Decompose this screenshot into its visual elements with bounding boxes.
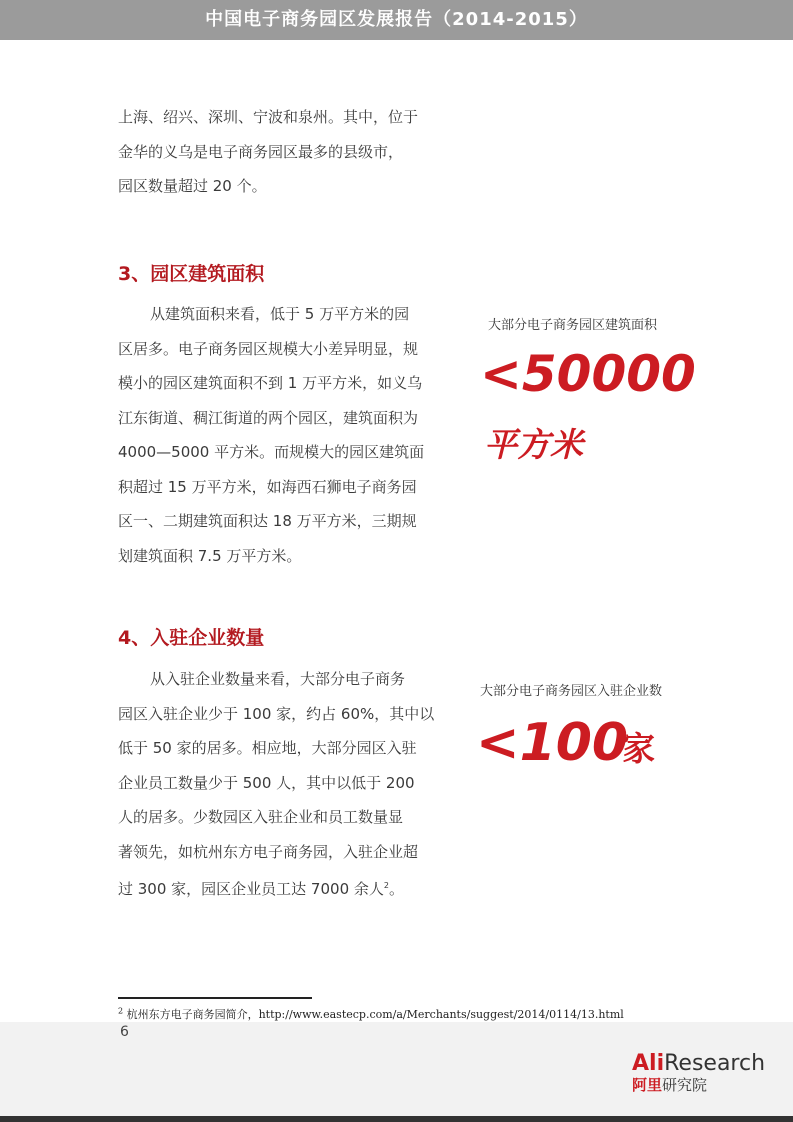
text-line: 江东街道、稠江街道的两个园区，建筑面积为 — [118, 408, 419, 427]
text-line: 区一、二期建筑面积达 18 万平方米，三期规 — [118, 512, 417, 530]
text-line: 低于 50 家的居多。相应地，大部分园区入驻 — [118, 739, 417, 757]
building-area-caption: 大部分电子商务园区建筑面积 — [488, 318, 658, 333]
last-line-text: 过 300 家，园区企业员工达 7000 余人 — [118, 880, 384, 898]
footnote-ref[interactable]: 2 — [383, 881, 389, 890]
footnote-divider — [118, 997, 312, 999]
text-line: 企业员工数量少于 500 人，其中以低于 200 — [118, 773, 415, 792]
page-number: 6 — [120, 1024, 129, 1040]
text-line: 人的居多。少数园区入驻企业和员工数量显 — [118, 808, 404, 826]
text-line: 园区数量超过 20 个。 — [118, 177, 267, 195]
text-line: 区居多。电子商务园区规模大小差异明显，规 — [118, 339, 419, 358]
building-area-unit: 平方米 — [484, 425, 583, 464]
footnote-text: 杭州东方电子商务园简介，http://www.eastecp.com/a/Merchants/suggest/2014/0114/13.html — [126, 1008, 624, 1021]
logo-cn-rest: 研究院 — [662, 1076, 708, 1094]
logo-research: Research — [664, 1051, 766, 1076]
intro-paragraph — [118, 100, 436, 204]
page-header — [0, 0, 793, 40]
enterprise-count-value: <100 — [476, 713, 629, 773]
footnote — [118, 1006, 624, 1022]
text-line: 积超过 15 万平方米，如海西石狮电子商务园 — [118, 477, 417, 496]
text-line: 划建筑面积 7.5 万平方米。 — [118, 546, 302, 565]
logo-chinese — [632, 1076, 777, 1094]
section-heading-enterprise-count: 4、入驻企业数量 — [118, 627, 265, 649]
section-heading-building-area: 3、园区建筑面积 — [118, 263, 265, 285]
text-line: 4000—5000 平方米。而规模大的园区建筑面 — [118, 443, 425, 461]
bottom-bar — [0, 1116, 793, 1122]
footnote-number: 2 — [118, 1006, 124, 1016]
building-area-paragraph — [118, 297, 436, 573]
text-line: 从建筑面积来看，低于 5 万平方米的园 — [150, 305, 410, 323]
enterprise-count-paragraph — [118, 662, 436, 907]
enterprise-count-unit: 家 — [622, 729, 655, 768]
logo-ali: Ali — [632, 1051, 665, 1076]
text-line: 金华的义乌是电子商务园区最多的县级市， — [118, 142, 404, 161]
text-line: 从入驻企业数量来看，大部分电子商务 — [150, 670, 406, 688]
logo-wordmark — [632, 1052, 777, 1076]
enterprise-count-caption: 大部分电子商务园区入驻企业数 — [480, 684, 663, 699]
text-line: 著领先，如杭州东方电子商务园，入驻企业超 — [118, 842, 419, 861]
last-line-end: 。 — [388, 880, 404, 898]
building-area-value: <50000 — [480, 345, 696, 403]
text-line: 园区入驻企业少于 100 家，约占 60%，其中以 — [118, 704, 435, 723]
logo-cn-ali: 阿里 — [632, 1076, 663, 1094]
aliresearch-logo — [632, 1052, 777, 1098]
text-line: 模小的园区建筑面积不到 1 万平方米，如义乌 — [118, 374, 423, 392]
report-title: 中国电子商务园区发展报告（2014-2015） — [205, 9, 588, 30]
text-line — [118, 869, 436, 907]
text-line: 上海、绍兴、深圳、宁波和泉州。其中，位于 — [118, 108, 419, 126]
